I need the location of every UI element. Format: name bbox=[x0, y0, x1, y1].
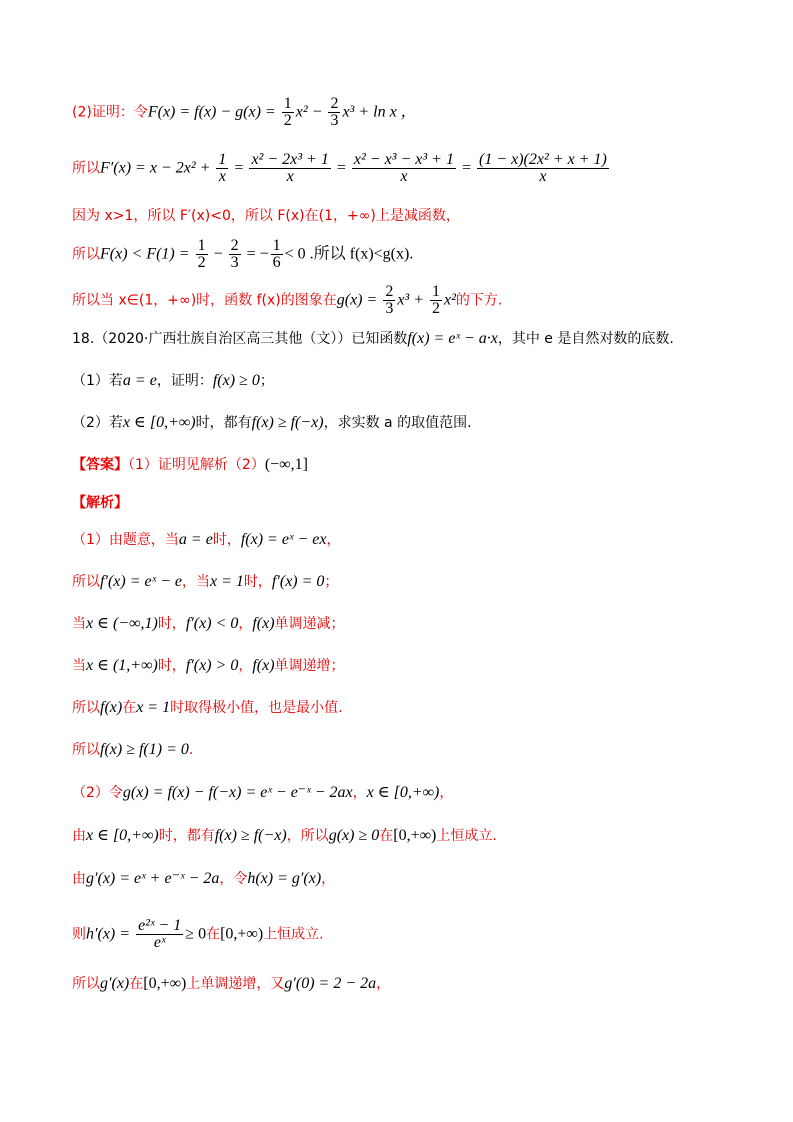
fraction: $\frac{1}{x}$ bbox=[218, 151, 227, 185]
proof-line-so: 所以F(x) < F(1) = $\frac{1}{2}$ − $\frac{2}{3}$ = − $\frac{1}{6}$ < 0 .所以 f(x)<g(x). bbox=[72, 237, 414, 271]
fraction: $\frac{1}{6}$ bbox=[272, 237, 281, 271]
fraction: $\frac{\text{(1 − x)(2x² + x + 1)}}{x}$ bbox=[479, 151, 607, 185]
analysis-line-1: （1）由题意，当a = e时，f(x) = eˣ − ex， bbox=[72, 531, 341, 548]
answer-label: 【答案】 bbox=[72, 457, 128, 473]
fraction: $\frac{\text{x² − x³ − x³ + 1}}{x}$ bbox=[353, 151, 454, 185]
analysis-line-7: （2）令g(x) = f(x) − f(−x) = eˣ − e⁻ˣ − 2ax，x ∈ [0,+∞)， bbox=[72, 784, 454, 801]
proof-label: (2)证明：令 bbox=[72, 104, 148, 121]
proof-line-derivative: 所以F′(x) = x − 2x² + $\frac{1}{x}$ = $\frac{\text{x² − 2x³ + 1}}{x}$ = $\frac{\text{x² − x³ − x³ + 1}}{x}$ = $\frac{\text{(1 − x)(2x² + x + 1)}}{x}$ bbox=[72, 151, 607, 185]
analysis-line-8: 由x ∈ [0,+∞)时，都有f(x) ≥ f(−x)，所以g(x) ≥ 0在[0,+∞)上恒成立. bbox=[72, 827, 497, 844]
problem-18-question-2: （2）若x ∈ [0,+∞)时，都有f(x) ≥ f(−x)，求实数 a 的取值范围. bbox=[72, 414, 472, 431]
analysis-label: 【解析】 bbox=[72, 495, 128, 511]
fraction: $\frac{1}{2}$ bbox=[197, 237, 206, 271]
analysis-line-10: 则h′(x) = $\frac{\text{e²ˣ − 1}}{\text{eˣ}}$ ≥ 0在[0,+∞)上恒成立. bbox=[72, 917, 324, 951]
proof-line-because: 因为 x>1，所以 F′(x)<0，所以 F(x)在(1，+∞)上是减函数， bbox=[72, 208, 460, 224]
fraction: $\frac{2}{3}$ bbox=[230, 237, 239, 271]
answer-line: 【答案】（1）证明见解析（2）(−∞,1] bbox=[72, 456, 308, 473]
analysis-line-6: 所以f(x) ≥ f(1) = 0. bbox=[72, 741, 194, 758]
analysis-line-11: 所以g′(x)在[0,+∞)上单调递增，又g′(0) = 2 − 2a， bbox=[72, 975, 391, 992]
fraction: $\frac{1}{2}$ bbox=[432, 283, 441, 317]
math-F-deriv: F′(x) = x − 2x² + bbox=[100, 159, 215, 177]
fraction: $\frac{\text{x² − 2x³ + 1}}{x}$ bbox=[251, 151, 329, 185]
analysis-line-9: 由g′(x) = eˣ + e⁻ˣ − 2a，令h(x) = g′(x)， bbox=[72, 870, 336, 887]
fraction: $\frac{1}{2}$ bbox=[283, 95, 292, 129]
fraction: $\frac{2}{3}$ bbox=[385, 283, 394, 317]
math-F-def: F(x) = f(x) − g(x) = bbox=[147, 103, 280, 121]
analysis-line-5: 所以f(x)在x = 1时取得极小值，也是最小值. bbox=[72, 699, 343, 716]
problem-18-stem: 18.（2020·广西壮族自治区高三其他（文））已知函数f(x) = eˣ − a·x，其中 e 是自然对数的底数. bbox=[72, 330, 674, 347]
fraction: $\frac{\text{e²ˣ − 1}}{\text{eˣ}}$ bbox=[138, 917, 182, 951]
analysis-line-2: 所以f′(x) = eˣ − e，当x = 1时，f′(x) = 0； bbox=[72, 573, 339, 590]
math-F-tail: x³ + ln x ， bbox=[342, 103, 417, 121]
proof-line-F-definition: (2)证明：令F(x) = f(x) − g(x) = $\frac{1}{2}$ x² − $\frac{2}{3}$ x³ + ln x ， bbox=[72, 95, 417, 129]
analysis-line-3: 当x ∈ (−∞,1)时，f′(x) < 0，f(x)单调递减； bbox=[72, 615, 345, 632]
analysis-line-4: 当x ∈ (1,+∞)时，f′(x) > 0，f(x)单调递增； bbox=[72, 657, 345, 674]
fraction: $\frac{2}{3}$ bbox=[330, 95, 339, 129]
problem-18-question-1: （1）若a = e，证明：f(x) ≥ 0； bbox=[72, 372, 274, 389]
proof-line-conclusion: 所以当 x∈(1，+∞)时，函数 f(x)的图象在g(x) = $\frac{2}{3}$ x³ + $\frac{1}{2}$ x²的下方. bbox=[72, 283, 503, 317]
